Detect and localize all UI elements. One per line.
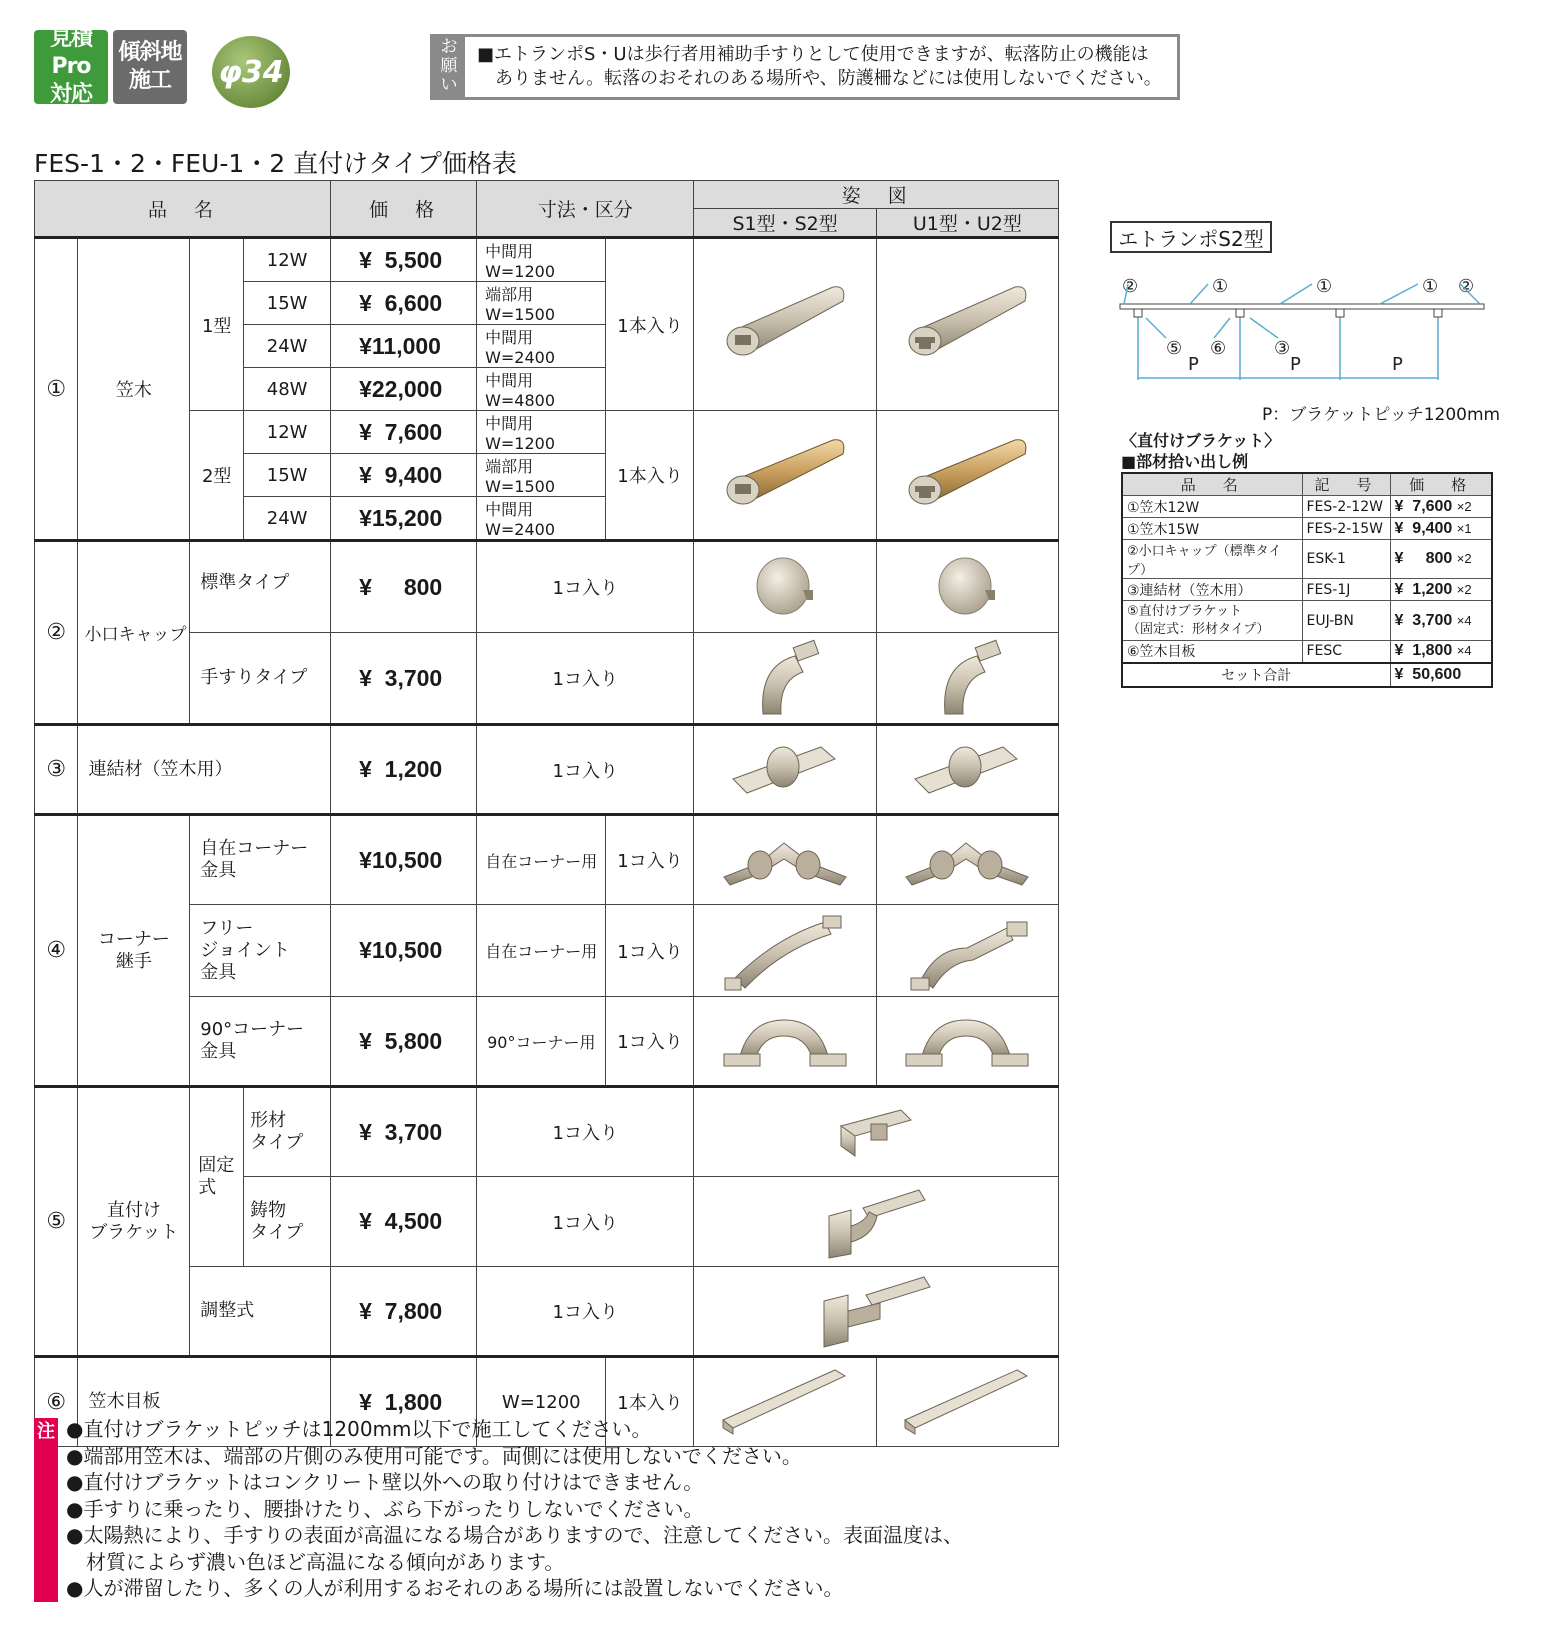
note-item: ●人が滞留したり、多くの人が利用するおそれのある場所には設置しないでください。: [66, 1576, 844, 1600]
kasagi-pack: 1本入り: [606, 238, 694, 411]
plate-no: ⑥: [35, 1357, 78, 1447]
kasagi-s1-image: [694, 238, 876, 411]
kasagi-dim: 中間用 W=2400: [477, 325, 606, 368]
handrail-rail-icon: [715, 275, 855, 375]
bracket-cast-pack: 1コ入り: [477, 1177, 694, 1267]
cap-handrail-price: ¥ 3,700: [331, 633, 477, 725]
diagram-label-bottom: ⑥: [1210, 338, 1227, 359]
elbow-90-icon: [902, 1006, 1032, 1076]
corner-90-label: 90°コーナー 金具: [190, 997, 331, 1087]
note-item: ●直付けブラケットはコンクリート壁以外への取り付けはできません。: [66, 1470, 704, 1494]
header-figure: 姿 図: [694, 181, 1059, 209]
end-cap-icon: [745, 552, 825, 622]
note-item: ●手すりに乗ったり、腰掛けたり、ぶら下がったりしないでください。: [66, 1496, 704, 1521]
note-item: ●直付けブラケットピッチは1200mm以下で施工してください。: [66, 1417, 652, 1441]
bom-qty: ×4: [1456, 643, 1472, 659]
cap-standard-label: 標準タイプ: [190, 541, 331, 633]
corner-name: コーナー 継手: [78, 815, 190, 1087]
bom-name: ②小口キャップ（標準タイプ）: [1122, 540, 1302, 579]
plate-name: 笠木目板: [78, 1357, 331, 1447]
corner-free-u-image: [876, 815, 1058, 905]
pitch-label: P: [1392, 354, 1403, 375]
bom-qty: ×2: [1456, 498, 1472, 514]
corner-90-pack: 1コ入り: [606, 997, 694, 1087]
corner-free-dim: 自在コーナー用: [477, 815, 606, 905]
bom-code: FESC: [1302, 641, 1390, 663]
cap-no: ②: [35, 541, 78, 725]
kasagi-price: ¥15,200: [331, 497, 477, 541]
kasagi-w: 24W: [244, 497, 331, 541]
joint-u-image: [876, 725, 1058, 815]
bracket-adjust-icon: [816, 1271, 936, 1351]
kasagi-price: ¥11,000: [331, 325, 477, 368]
joint-name: 連結材（笠木用）: [78, 725, 331, 815]
pitch-label: P: [1290, 354, 1301, 375]
corner-joint-label: フリー ジョイント 金具: [190, 905, 331, 997]
note-item: 材質によらず濃い色ほど高温になる傾向があります。: [66, 1549, 565, 1574]
joint-no: ③: [35, 725, 78, 815]
bom-name: ③連結材（笠木用）: [1122, 579, 1302, 601]
bom-qty: ×2: [1456, 551, 1472, 566]
kasagi-w: 24W: [244, 325, 331, 368]
header-price: 価 格: [331, 181, 477, 238]
kasagi-dim: 中間用 W=2400: [477, 497, 606, 541]
bracket-profile-label: 形材 タイプ: [244, 1087, 331, 1177]
cap-handrail-s-image: [694, 633, 876, 725]
cap-standard-pack: 1コ入り: [477, 541, 694, 633]
bom-qty: ×4: [1456, 612, 1472, 628]
elbow-cap-icon: [927, 636, 1007, 720]
corner-free-label: 自在コーナー 金具: [190, 815, 331, 905]
cap-standard-price: ¥ 800: [331, 541, 477, 633]
kasagi-type1: 1型: [190, 238, 244, 411]
bom-qty: ×1: [1456, 520, 1472, 536]
slope-install-badge: 傾斜地 施工: [113, 30, 187, 104]
kasagi-dim: 中間用 W=1200: [477, 411, 606, 454]
kasagi-w: 12W: [244, 411, 331, 454]
kasagi-w: 15W: [244, 282, 331, 325]
pitch-label: P: [1188, 354, 1199, 375]
elbow-90-icon: [720, 1006, 850, 1076]
header-u-type: U1型・U2型: [876, 209, 1058, 238]
joint-s-image: [694, 725, 876, 815]
bracket-adjust-pack: 1コ入り: [477, 1267, 694, 1357]
corner-joint-u-image: [876, 905, 1058, 997]
price-table: [34, 180, 1059, 1447]
diagram-label-top: ①: [1422, 276, 1439, 297]
corner-joint-dim: 自在コーナー用: [477, 905, 606, 997]
kasagi-price: ¥ 9,400: [331, 454, 477, 497]
connector-icon: [907, 735, 1027, 805]
bom-qty: ×2: [1456, 581, 1472, 597]
bracket-adjust-image: [694, 1267, 1059, 1357]
kasagi-type2: 2型: [190, 411, 244, 541]
kasagi-dim: 中間用 W=4800: [477, 368, 606, 411]
notice-box: [430, 34, 1180, 100]
bracket-adjust-label: 調整式: [190, 1267, 331, 1357]
cap-name: 小口キャップ: [78, 541, 190, 725]
bom-name: ⑤直付けブラケット （固定式：形材タイプ）: [1122, 601, 1302, 641]
kasagi-u2-image: [876, 411, 1058, 541]
kasagi-u1-image: [876, 238, 1058, 411]
joint-price: ¥ 1,200: [331, 725, 477, 815]
bom-head-price: 価 格: [1390, 473, 1492, 496]
bom-head-name: 品 名: [1122, 473, 1302, 496]
kasagi-no: ①: [35, 238, 78, 541]
kasagi-name: 笠木: [78, 238, 190, 541]
kasagi-dim: 端部用 W=1500: [477, 454, 606, 497]
diagram-title: エトランポS2型: [1110, 221, 1272, 253]
corner-90-price: ¥ 5,800: [331, 997, 477, 1087]
corner-joint-price: ¥10,500: [331, 905, 477, 997]
handrail-rail-icon: [897, 275, 1037, 375]
joint-pack: 1コ入り: [477, 725, 694, 815]
corner-90-s-image: [694, 997, 876, 1087]
bom-price: ¥ 1,200: [1394, 580, 1453, 598]
notes-list: [66, 1416, 1066, 1602]
bracket-fixed-label: 固定式: [190, 1087, 244, 1267]
corner-joint-s-image: [694, 905, 876, 997]
corner-fitting-icon: [720, 825, 850, 895]
bom-name: ①笠木15W: [1122, 518, 1302, 540]
kasagi-price: ¥ 6,600: [331, 282, 477, 325]
kasagi-dim: 中間用 W=1200: [477, 238, 606, 282]
layout-diagram: [1110, 262, 1510, 402]
kasagi-pack: 1本入り: [606, 411, 694, 541]
bom-price: ¥ 1,800: [1394, 642, 1453, 660]
bom-code: ESK-1: [1302, 540, 1390, 579]
bracket-cast-price: ¥ 4,500: [331, 1177, 477, 1267]
wood-rail-icon: [897, 430, 1037, 520]
header-dim: 寸法・区分: [477, 181, 694, 238]
notice-text: ■エトランポS・Uは歩行者用補助手すりとして使用できますが、転落防止の機能は ありません。転落のおそれのある場所や、防護柵などには使用しないでください。: [477, 44, 1162, 89]
bom-total-label: セット合計: [1122, 663, 1390, 687]
diameter-badge: [212, 36, 290, 108]
header-s-type: S1型・S2型: [694, 209, 876, 238]
plate-pack: 1本入り: [606, 1357, 694, 1447]
diagram-label-top: ①: [1316, 276, 1333, 297]
header-name: 品 名: [35, 181, 331, 238]
elbow-cap-icon: [745, 636, 825, 720]
bom-code: FES-2-12W: [1302, 496, 1390, 518]
notice-tag: お 願 い: [433, 37, 465, 98]
cap-standard-s-image: [694, 541, 876, 633]
bom-code: FES-2-15W: [1302, 518, 1390, 540]
pitch-note: P：ブラケットピッチ1200mm: [1262, 405, 1501, 425]
diagram-label-top: ②: [1458, 276, 1475, 297]
bracket-adjust-price: ¥ 7,800: [331, 1267, 477, 1357]
diagram-label-top: ①: [1212, 276, 1229, 297]
connector-icon: [725, 735, 845, 805]
corner-free-s-image: [694, 815, 876, 905]
bracket-profile-price: ¥ 3,700: [331, 1087, 477, 1177]
corner-90-u-image: [876, 997, 1058, 1087]
kasagi-dim: 端部用 W=1500: [477, 282, 606, 325]
corner-joint-pack: 1コ入り: [606, 905, 694, 997]
cap-standard-u-image: [876, 541, 1058, 633]
bom-code: FES-1J: [1302, 579, 1390, 601]
bom-price: ¥ 3,700: [1394, 611, 1453, 629]
diagram-label-bottom: ③: [1274, 338, 1291, 359]
bracket-profile-pack: 1コ入り: [477, 1087, 694, 1177]
bracket-profile-icon: [831, 1102, 921, 1162]
kasagi-price: ¥ 5,500: [331, 238, 477, 282]
bracket-profile-image: [694, 1087, 1059, 1177]
bracket-cast-image: [694, 1177, 1059, 1267]
cap-handrail-label: 手すりタイプ: [190, 633, 331, 725]
bracket-name: 直付け ブラケット: [78, 1087, 190, 1357]
corner-90-dim: 90°コーナー用: [477, 997, 606, 1087]
bom-table: [1121, 472, 1493, 688]
corner-free-price: ¥10,500: [331, 815, 477, 905]
bom-head-code: 記 号: [1302, 473, 1390, 496]
bom-subtitle: 〈直付けブラケット〉: [1121, 431, 1281, 450]
kasagi-w: 12W: [244, 238, 331, 282]
bracket-cast-icon: [821, 1182, 931, 1262]
corner-no: ④: [35, 815, 78, 1087]
bracket-cast-label: 鋳物 タイプ: [244, 1177, 331, 1267]
bom-price: ¥ 9,400: [1394, 519, 1453, 537]
free-joint-icon: [897, 908, 1037, 994]
estimate-pro-badge: 見積Pro 対応: [34, 30, 108, 104]
wood-rail-icon: [715, 430, 855, 520]
bracket-no: ⑤: [35, 1087, 78, 1357]
end-cap-icon: [927, 552, 1007, 622]
bom-price: ¥ 800: [1394, 550, 1453, 567]
kasagi-w: 15W: [244, 454, 331, 497]
corner-fitting-icon: [902, 825, 1032, 895]
kasagi-w: 48W: [244, 368, 331, 411]
plate-dim: W=1200: [477, 1357, 606, 1447]
note-item: ●端部用笠木は、端部の片側のみ使用可能です。両側には使用しないでください。: [66, 1443, 802, 1468]
note-tag: 注: [37, 1421, 55, 1442]
plate-price: ¥ 1,800: [331, 1357, 477, 1447]
diagram-label-bottom: ⑤: [1166, 338, 1183, 359]
corner-free-pack: 1コ入り: [606, 815, 694, 905]
diameter-label: φ34: [218, 54, 284, 90]
diagram-label-top: ②: [1122, 276, 1139, 297]
bom-name: ⑥笠木目板: [1122, 641, 1302, 663]
free-joint-icon: [715, 908, 855, 994]
cap-handrail-u-image: [876, 633, 1058, 725]
table-title: FES-1・2・FEU-1・2 直付けタイプ価格表: [34, 149, 517, 178]
kasagi-price: ¥22,000: [331, 368, 477, 411]
kasagi-s2-image: [694, 411, 876, 541]
bom-code: EUJ-BN: [1302, 601, 1390, 641]
bom-title: ■部材拾い出し例: [1121, 452, 1249, 471]
bom-name: ①笠木12W: [1122, 496, 1302, 518]
cap-handrail-pack: 1コ入り: [477, 633, 694, 725]
bom-total: ¥ 50,600: [1390, 663, 1492, 687]
note-item: ●太陽熱により、手すりの表面が高温になる場合がありますので、注意してください。表面温度は、: [66, 1523, 964, 1547]
kasagi-price: ¥ 7,600: [331, 411, 477, 454]
bom-price: ¥ 7,600: [1394, 497, 1453, 515]
